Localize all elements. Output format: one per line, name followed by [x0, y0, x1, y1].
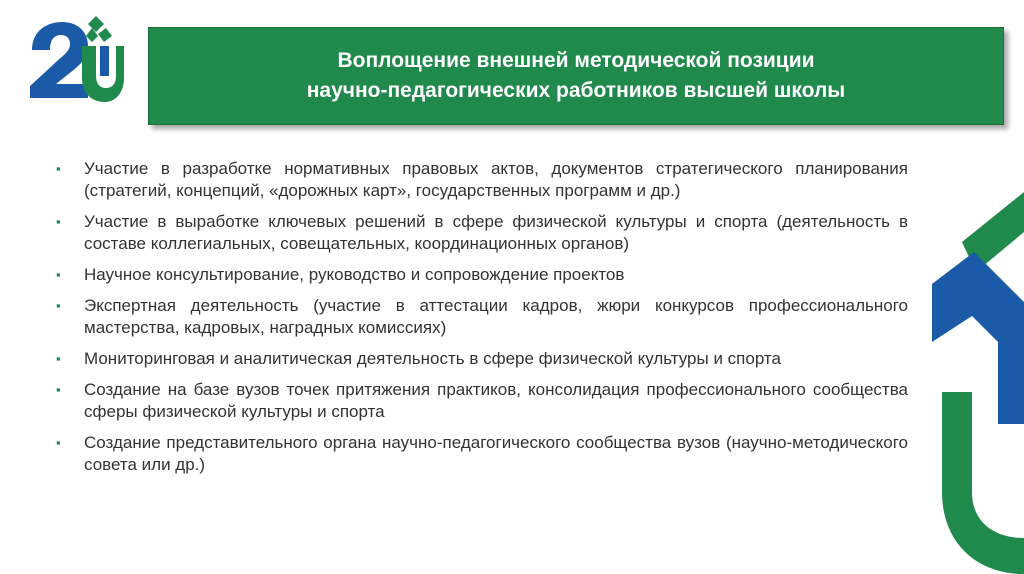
title-line-2: научно-педагогических работников высшей школы	[306, 79, 846, 102]
page-title	[196, 46, 956, 106]
title-banner	[148, 27, 1004, 125]
list-item	[56, 264, 908, 286]
list-item	[56, 379, 908, 423]
logo-digit-2-icon	[30, 22, 88, 98]
bullet-square-icon: ▪	[56, 351, 61, 366]
list-item-text: Создание представительного органа научно-педагогического сообщества вузов (научно-методического совета или др.)	[84, 433, 908, 474]
title-line-1: Воплощение внешней методической позиции	[337, 49, 815, 72]
bullet-square-icon: ▪	[56, 382, 61, 397]
bullet-list	[56, 158, 908, 485]
decorative-logo-shapes	[932, 192, 1024, 574]
list-item	[56, 348, 908, 370]
logo-leaf-icon	[88, 16, 104, 32]
list-item	[56, 432, 908, 476]
list-item-text: Экспертная деятельность (участие в аттестации кадров, жюри конкурсов профессионального мастерства, кадровых, наградных комиссиях)	[84, 296, 908, 337]
bullet-square-icon: ▪	[56, 214, 61, 229]
list-item	[56, 158, 908, 202]
bullet-square-icon: ▪	[56, 267, 61, 282]
list-item-text: Участие в разработке нормативных правовых актов, документов стратегического планирования (стратегий, концепций, «дорожных карт», государственных программ и др.)	[84, 159, 908, 200]
list-item	[56, 211, 908, 255]
university-logo	[26, 16, 124, 106]
list-item-text: Участие в выработке ключевых решений в сфере физической культуры и спорта (деятельность в составе коллегиальных, совещательных, координационных органов)	[84, 212, 908, 253]
list-item-text: Мониторинговая и аналитическая деятельность в сфере физической культуры и спорта	[84, 349, 781, 368]
bullet-square-icon: ▪	[56, 161, 61, 176]
list-item-text: Создание на базе вузов точек притяжения практиков, консолидация профессионального сообщества сферы физической культуры и спорта	[84, 380, 908, 421]
bullet-square-icon: ▪	[56, 298, 61, 313]
list-item	[56, 295, 908, 339]
bullet-square-icon: ▪	[56, 435, 61, 450]
list-item-text: Научное консультирование, руководство и сопровождение проектов	[84, 265, 625, 284]
